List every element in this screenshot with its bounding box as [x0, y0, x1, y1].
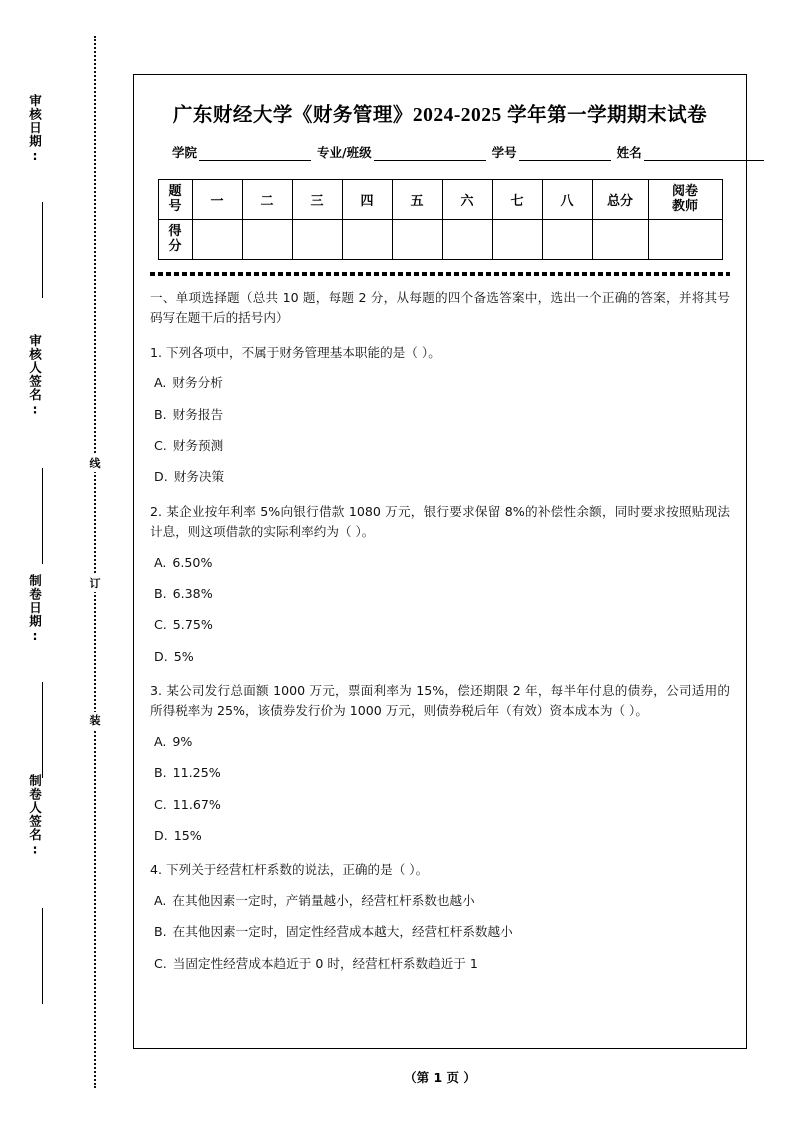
option-text: 15% [173, 828, 202, 844]
question-list [150, 343, 730, 974]
section-heading: 一、单项选择题（总共 10 题，每题 2 分，从每题的四个备选答案中，选出一个正确的答案，并将其号码写在题干后的括号内） [150, 290, 730, 326]
score-table-col-header-1: 一 [192, 180, 242, 220]
score-cell-1[interactable] [192, 220, 242, 260]
option-text: 财务分析 [172, 375, 223, 391]
question-3-option-B[interactable] [154, 763, 730, 783]
option-letter: C. [154, 796, 167, 812]
option-text: 财务决策 [173, 469, 225, 485]
margin-note-label-0: 审核日期: [27, 94, 43, 164]
score-table-col-header-3: 三 [292, 180, 342, 220]
score-table-row-label-score: 得 分 [158, 220, 192, 260]
question-2-option-C[interactable] [154, 615, 730, 635]
option-text: 当固定性经营成本趋近于 0 时，经营杠杆系数趋近于 1 [172, 955, 478, 971]
fold-char-线: 线 [86, 455, 104, 472]
option-text: 5% [173, 648, 194, 664]
info-input-name[interactable] [644, 148, 764, 161]
score-cell-4[interactable] [342, 220, 392, 260]
question-2-option-B[interactable] [154, 584, 730, 604]
score-table-col-header-6: 六 [442, 180, 492, 220]
fold-char-装: 装 [86, 712, 104, 729]
info-input-major-class[interactable] [374, 148, 486, 161]
info-input-college[interactable] [199, 148, 311, 161]
exam-body [150, 288, 730, 974]
option-letter: D. [154, 469, 168, 485]
info-label-college: 学院 [172, 145, 198, 160]
margin-note-rule-1 [42, 468, 43, 564]
score-table-total-header: 总分 [592, 180, 648, 220]
question-4-option-A[interactable] [154, 891, 730, 911]
question-3-option-C[interactable] [154, 795, 730, 815]
info-input-student-id[interactable] [519, 148, 611, 161]
option-letter: A. [154, 733, 167, 749]
option-text: 5.75% [172, 617, 213, 633]
score-table-score-row [158, 220, 722, 260]
score-table-header-row [158, 180, 722, 220]
option-letter: C. [154, 437, 167, 453]
question-1-option-A[interactable] [154, 373, 730, 393]
option-text: 财务报告 [172, 406, 224, 422]
info-field-student-id [492, 143, 611, 161]
page-title: 广东财经大学《财务管理》2024‑2025 学年第一学期期末试卷 [172, 105, 708, 126]
info-label-name: 姓名 [616, 145, 642, 160]
option-letter: A. [154, 375, 167, 391]
score-cell-5[interactable] [392, 220, 442, 260]
score-table-col-header-5: 五 [392, 180, 442, 220]
option-text: 9% [172, 733, 193, 749]
option-text: 6.38% [172, 585, 213, 601]
margin-note-rule-0 [42, 202, 43, 298]
option-letter: B. [154, 924, 167, 940]
score-cell-teacher[interactable] [648, 220, 722, 260]
score-table [158, 179, 723, 260]
score-table-col-header-2: 二 [242, 180, 292, 220]
option-letter: B. [154, 585, 167, 601]
option-text: 11.25% [172, 765, 221, 781]
option-letter: D. [154, 828, 168, 844]
option-text: 在其他因素一定时，固定性经营成本越大，经营杠杆系数越小 [172, 924, 513, 940]
question-stem-3: 3. 某公司发行总面额 1000 万元，票面利率为 15%，偿还期限 2 年，每半年付息的债券，公司适用的所得税率为 25%，该债券发行价为 1000 万元，则债券税后年（有效）资本成本为（ ）。 [150, 683, 730, 719]
option-letter: B. [154, 765, 167, 781]
question-1-option-D[interactable] [154, 467, 730, 487]
score-table-row-label-question: 题 号 [158, 180, 192, 220]
info-field-college [172, 143, 311, 161]
info-field-name [617, 143, 764, 161]
score-table-col-header-8: 八 [542, 180, 592, 220]
margin-note-label-3: 制卷人签名: [27, 774, 43, 858]
student-info-row [172, 143, 730, 161]
option-letter: C. [154, 955, 167, 971]
margin-note-label-2: 制卷日期: [27, 574, 43, 644]
question-2-option-D[interactable] [154, 647, 730, 667]
question-3-option-A[interactable] [154, 732, 730, 752]
question-1-option-C[interactable] [154, 436, 730, 456]
score-cell-8[interactable] [542, 220, 592, 260]
option-text: 11.67% [172, 796, 221, 812]
option-text: 财务预测 [172, 437, 224, 453]
score-table-col-header-7: 七 [492, 180, 542, 220]
info-label-student-id: 学号 [491, 145, 517, 160]
score-cell-3[interactable] [292, 220, 342, 260]
margin-note-label-1: 审核人签名: [27, 334, 43, 418]
margin-note-rule-2 [42, 682, 43, 778]
question-4-option-C[interactable] [154, 954, 730, 974]
margin-notes-column [22, 74, 66, 1048]
score-cell-total[interactable] [592, 220, 648, 260]
margin-note-rule-3 [42, 908, 43, 1004]
score-table-col-header-4: 四 [342, 180, 392, 220]
info-field-major-class [317, 143, 486, 161]
question-1-option-B[interactable] [154, 405, 730, 425]
score-cell-6[interactable] [442, 220, 492, 260]
score-cell-7[interactable] [492, 220, 542, 260]
section-divider [150, 272, 730, 276]
option-letter: B. [154, 406, 167, 422]
question-stem-1: 1. 下列各项中，不属于财务管理基本职能的是（ ）。 [150, 344, 441, 360]
question-4-option-B[interactable] [154, 922, 730, 942]
question-3-option-D[interactable] [154, 826, 730, 846]
question-stem-2: 2. 某企业按年利率 5%向银行借款 1080 万元，银行要求保留 8%的补偿性余额，同时要求按照贴现法计息，则这项借款的实际利率约为（ ）。 [150, 503, 730, 540]
question-2-option-A[interactable] [154, 553, 730, 573]
score-table-teacher-header: 阅卷 教师 [648, 180, 722, 220]
option-text: 6.50% [172, 554, 213, 570]
fold-char-订: 订 [86, 575, 104, 592]
score-cell-2[interactable] [242, 220, 292, 260]
fold-dotted-line [94, 36, 96, 1088]
page-footer: （第 1 页 ） [404, 1070, 476, 1085]
info-label-major-class: 专业/班级 [317, 145, 372, 160]
exam-sheet [133, 74, 747, 1049]
option-text: 在其他因素一定时，产销量越小，经营杠杆系数也越小 [172, 892, 475, 908]
option-letter: A. [154, 554, 167, 570]
question-stem-4: 4. 下列关于经营杠杆系数的说法，正确的是（ ）。 [150, 862, 429, 878]
option-letter: A. [154, 892, 167, 908]
option-letter: D. [154, 648, 168, 664]
option-letter: C. [154, 617, 167, 633]
